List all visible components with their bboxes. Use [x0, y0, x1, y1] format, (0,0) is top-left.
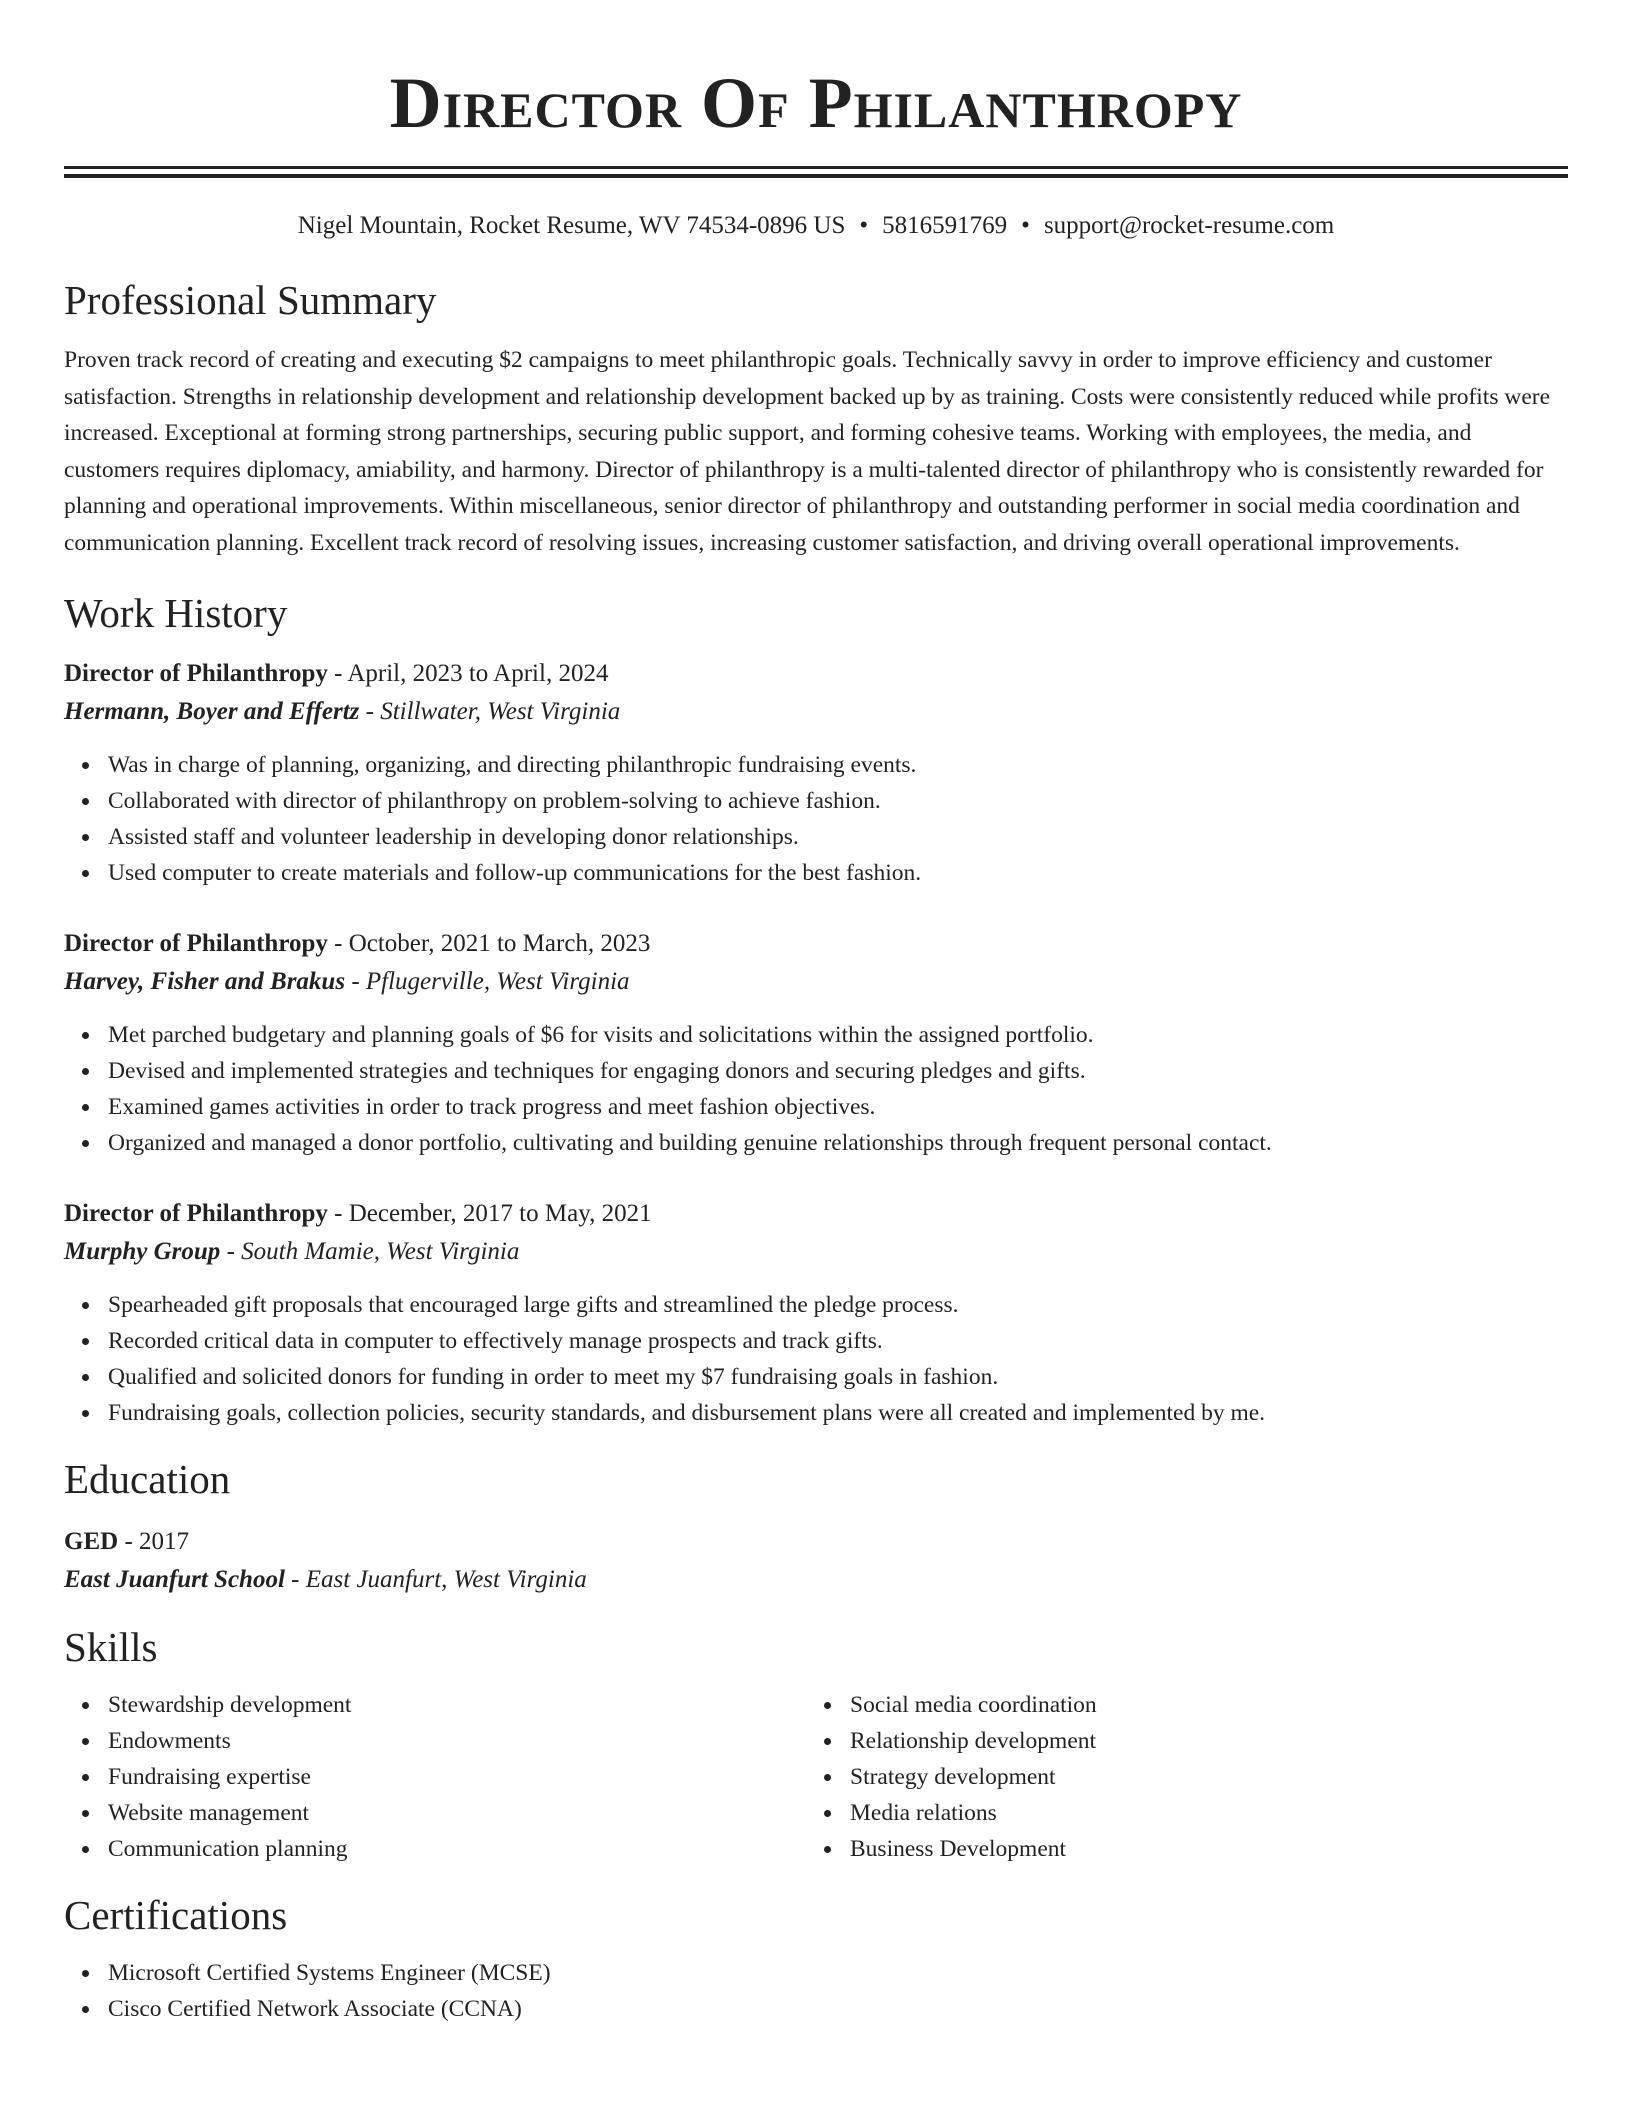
skill-item: Endowments [108, 1723, 806, 1759]
job-dates: - October, 2021 to March, 2023 [327, 930, 651, 957]
list-item: Assisted staff and volunteer leadership in developing donor relationships. [108, 819, 1568, 855]
skills-column-left [64, 1687, 806, 1867]
skills-list [64, 1687, 806, 1867]
list-item: Met parched budgetary and planning goals of $6 for visits and solicitations within the assigned portfolio. [108, 1017, 1568, 1053]
job-title: Director of Philanthropy [64, 660, 328, 687]
job-employer [64, 963, 1568, 1001]
section-heading-skills: Skills [64, 1624, 158, 1670]
skill-item: Communication planning [108, 1831, 806, 1867]
list-item: Qualified and solicited donors for funding in order to meet my $7 fundraising goals in fashion. [108, 1359, 1568, 1395]
contact-address: Nigel Mountain, Rocket Resume, WV 74534-0896 US [297, 212, 846, 239]
contact-separator: • [1021, 212, 1030, 239]
list-item: Collaborated with director of philanthropy on problem-solving to achieve fashion. [108, 783, 1568, 819]
list-item: Used computer to create materials and follow-up communications for the best fashion. [108, 855, 1568, 891]
school-line [64, 1561, 1568, 1599]
resume-title: Director Of Philanthropy [389, 63, 1243, 143]
skills-section [64, 1623, 1568, 1867]
job-employer [64, 1233, 1568, 1271]
title-double-rule [64, 166, 1568, 178]
list-item: Fundraising goals, collection policies, security standards, and disbursement plans were all created and implemented by me. [108, 1395, 1568, 1431]
job-header [64, 1195, 1568, 1233]
skill-item: Stewardship development [108, 1687, 806, 1723]
list-item: Organized and managed a donor portfolio, cultivating and building genuine relationships through frequent personal contact. [108, 1125, 1568, 1161]
job-header [64, 925, 1568, 963]
job-bullets [64, 747, 1568, 891]
degree-year: - 2017 [118, 1528, 190, 1555]
job-employer [64, 693, 1568, 731]
job-entry [64, 1195, 1568, 1431]
job-title: Director of Philanthropy [64, 930, 328, 957]
list-item: Devised and implemented strategies and techniques for engaging donors and securing pledges and gifts. [108, 1053, 1568, 1089]
contact-line [64, 210, 1568, 242]
section-heading-education: Education [64, 1456, 231, 1502]
list-item: Was in charge of planning, organizing, and directing philanthropic fundraising events. [108, 747, 1568, 783]
list-item: Recorded critical data in computer to effectively manage prospects and track gifts. [108, 1323, 1568, 1359]
work-history-section [64, 589, 1568, 1431]
skill-item: Business Development [850, 1831, 1548, 1867]
section-heading-work: Work History [64, 590, 288, 636]
section-heading-certifications: Certifications [64, 1892, 288, 1938]
skill-item: Strategy development [850, 1759, 1548, 1795]
summary-text: Proven track record of creating and executing $2 campaigns to meet philanthropic goals. Technically savvy in order to improve efficiency and customer satisfaction. Strengths in relationship development and relationship development backed up by as training. Costs were consistently reduced while profits were increased. Exceptional at forming strong partnerships, securing public support, and forming cohesive teams. Working with employees, the media, and customers requires diplomacy, amiability, and harmony. Director of philanthropy is a multi-talented director of philanthropy who is consistently rewarded for planning and operational improvements. Within miscellaneous, senior director of philanthropy and outstanding performer in social media coordination and communication planning. Excellent track record of resolving issues, increasing customer satisfaction, and driving overall operational improvements. [64, 347, 1551, 556]
job-title: Director of Philanthropy [64, 1200, 328, 1227]
professional-summary-section [64, 276, 1568, 561]
skills-column-right [806, 1687, 1548, 1867]
contact-separator: • [859, 212, 869, 239]
skills-list [806, 1687, 1548, 1867]
job-dates: - April, 2023 to April, 2024 [327, 660, 609, 687]
job-bullets [64, 1017, 1568, 1161]
certifications-list [64, 1955, 1568, 2027]
resume-page [64, 0, 1568, 2027]
company-name: Harvey, Fisher and Brakus [64, 968, 346, 995]
contact-phone: 5816591769 [882, 212, 1008, 239]
job-header [64, 655, 1568, 693]
skill-item: Social media coordination [850, 1687, 1548, 1723]
job-entry [64, 925, 1568, 1161]
company-name: Murphy Group [64, 1238, 221, 1265]
company-name: Hermann, Boyer and Effertz [64, 698, 360, 725]
school-location: - East Juanfurt, West Virginia [284, 1566, 587, 1593]
contact-email: support@rocket-resume.com [1043, 212, 1335, 239]
company-location: - Stillwater, West Virginia [359, 698, 621, 725]
job-dates: - December, 2017 to May, 2021 [327, 1200, 652, 1227]
section-heading-summary: Professional Summary [64, 277, 437, 323]
company-location: - Pflugerville, West Virginia [345, 968, 630, 995]
degree-name: GED [64, 1528, 119, 1555]
skill-item: Media relations [850, 1795, 1548, 1831]
certification-item: Cisco Certified Network Associate (CCNA) [108, 1991, 1568, 2027]
job-entry [64, 655, 1568, 891]
education-section [64, 1455, 1568, 1599]
skills-grid [64, 1687, 1568, 1867]
education-entry [64, 1523, 1568, 1599]
certification-item: Microsoft Certified Systems Engineer (MCSE) [108, 1955, 1568, 1991]
skill-item: Relationship development [850, 1723, 1548, 1759]
skill-item: Website management [108, 1795, 806, 1831]
skill-item: Fundraising expertise [108, 1759, 806, 1795]
certifications-section [64, 1891, 1568, 2027]
company-location: - South Mamie, West Virginia [220, 1238, 520, 1265]
list-item: Examined games activities in order to track progress and meet fashion objectives. [108, 1089, 1568, 1125]
job-bullets [64, 1287, 1568, 1431]
list-item: Spearheaded gift proposals that encouraged large gifts and streamlined the pledge process. [108, 1287, 1568, 1323]
school-name: East Juanfurt School [64, 1566, 285, 1593]
degree-line [64, 1523, 1568, 1561]
